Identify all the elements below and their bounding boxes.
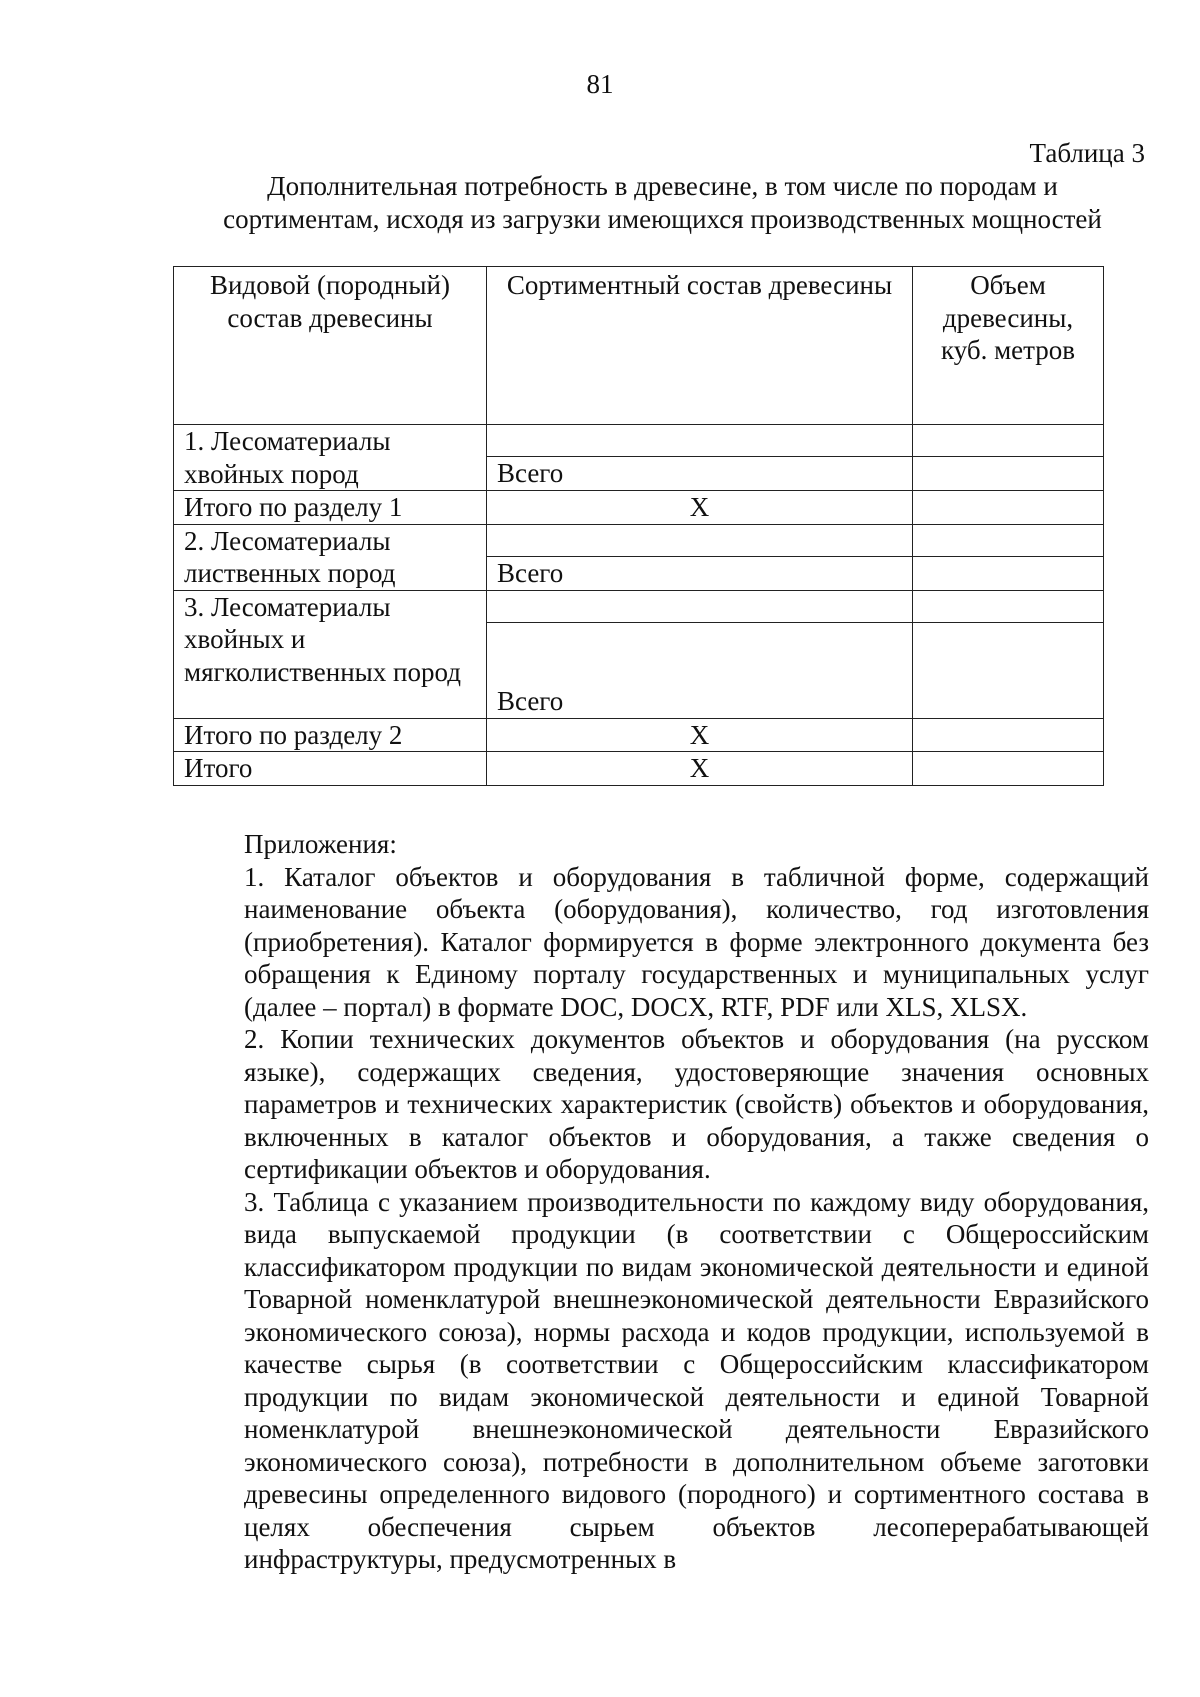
- table-row: [174, 524, 1104, 556]
- appendix-item: 3. Таблица с указанием производительности по каждому виду оборудования, вида выпускаемой продукции (в соответствии с Общероссийским классификатором продукции по видам экономической деятельности и единой Товарной номенклатурой внешнеэкономической деятельности Евразийского экономического союза), нормы расхода и кодов продукции, используемой в качестве сырья (в соответствии с Общероссийским классификатором продукции по видам экономической деятельности и единой Товарной номенклатурой внешнеэкономической деятельности Евразийского экономического союза), потребности в дополнительном объеме заготовки древесины определенного видового (породного) и сортиментного состава в целях обеспечения сырьем объектов лесоперерабатывающей инфраструктуры, предусмотренных в: [244, 1186, 1149, 1574]
- assortment-cell: [487, 425, 913, 457]
- volume-cell: [913, 556, 1104, 590]
- volume-cell: [913, 457, 1104, 491]
- section3-name-cell: [174, 590, 487, 718]
- table-header-row: [174, 267, 1104, 425]
- section2-total-cell: [487, 556, 913, 590]
- volume-cell: [913, 752, 1104, 786]
- total-mark-cell: [487, 752, 913, 786]
- subtotal1-mark-cell: [487, 491, 913, 525]
- section1-name: 1. Лесоматериалы хвойных пород: [184, 426, 391, 489]
- subtotal1-mark: X: [689, 492, 710, 522]
- subtotal2-label-cell: [174, 718, 487, 752]
- section1-name-cell: [174, 425, 487, 491]
- volume-cell: [913, 425, 1104, 457]
- table-title-line: сортиментам, исходя из загрузки имеющихся производственных мощностей: [223, 203, 1102, 234]
- volume-cell: [913, 622, 1104, 718]
- table-title-line: Дополнительная потребность в древесине, в том числе по породам и: [267, 171, 1058, 201]
- header-wood-volume: Объем древесины, куб. метров: [913, 267, 1104, 425]
- subtotal1-label-cell: [174, 491, 487, 525]
- section3-total-cell: [487, 622, 913, 718]
- volume-cell: [913, 590, 1104, 622]
- subtotal2-label: Итого по разделу 2: [184, 719, 403, 750]
- header-species-composition: Видовой (породный) состав древесины: [174, 267, 487, 425]
- volume-cell: [913, 491, 1104, 525]
- table-row: [174, 491, 1104, 525]
- section3-total: Всего: [497, 686, 564, 716]
- section1-total-cell: [487, 457, 913, 491]
- table-label: Таблица 3: [1029, 138, 1145, 168]
- section2-total: Всего: [497, 557, 564, 588]
- total-label: Итого: [184, 753, 253, 783]
- total-label-cell: [174, 752, 487, 786]
- section2-name-cell: [174, 524, 487, 590]
- table-row: [174, 752, 1104, 786]
- appendix-item: 1. Каталог объектов и оборудования в табличной форме, содержащий наименование объекта (оборудования), количество, год изготовления (приобретения). Каталог формируется в форме электронного документа без обращения к Единому порталу государственных и муниципальных услуг (далее – портал) в формате DOC, DOCX, RTF, PDF или XLS, XLSX.: [244, 861, 1149, 1022]
- section1-total: Всего: [497, 458, 564, 489]
- total-mark: X: [689, 753, 710, 783]
- appendix-section: [244, 828, 1149, 1576]
- table-title: [175, 170, 1150, 235]
- volume-cell: [913, 524, 1104, 556]
- subtotal2-mark-cell: [487, 718, 913, 752]
- appendix-item: 2. Копии технических документов объектов и оборудования (на русском языке), содержащих сведения, удостоверяющие значения основных параметров и технических характеристик (свойств) объектов и оборудования, включенных в каталог объектов и оборудования, а также сведения о сертификации объектов и оборудования.: [244, 1024, 1149, 1184]
- header-assortment-composition: Сортиментный состав древесины: [487, 267, 913, 425]
- subtotal1-label: Итого по разделу 1: [184, 492, 403, 522]
- section3-name: 3. Лесоматериалы хвойных и мягколиственных пород: [184, 591, 461, 687]
- table-row: [174, 718, 1104, 752]
- subtotal2-mark: X: [689, 719, 710, 750]
- assortment-cell: [487, 524, 913, 556]
- volume-cell: [913, 718, 1104, 752]
- appendix-heading: Приложения:: [244, 829, 397, 859]
- wood-demand-table: [173, 266, 1104, 786]
- assortment-cell: [487, 590, 913, 622]
- table-row: [174, 425, 1104, 457]
- page-number: 81: [586, 69, 614, 99]
- table-row: [174, 590, 1104, 622]
- section2-name: 2. Лесоматериалы лиственных пород: [184, 525, 396, 588]
